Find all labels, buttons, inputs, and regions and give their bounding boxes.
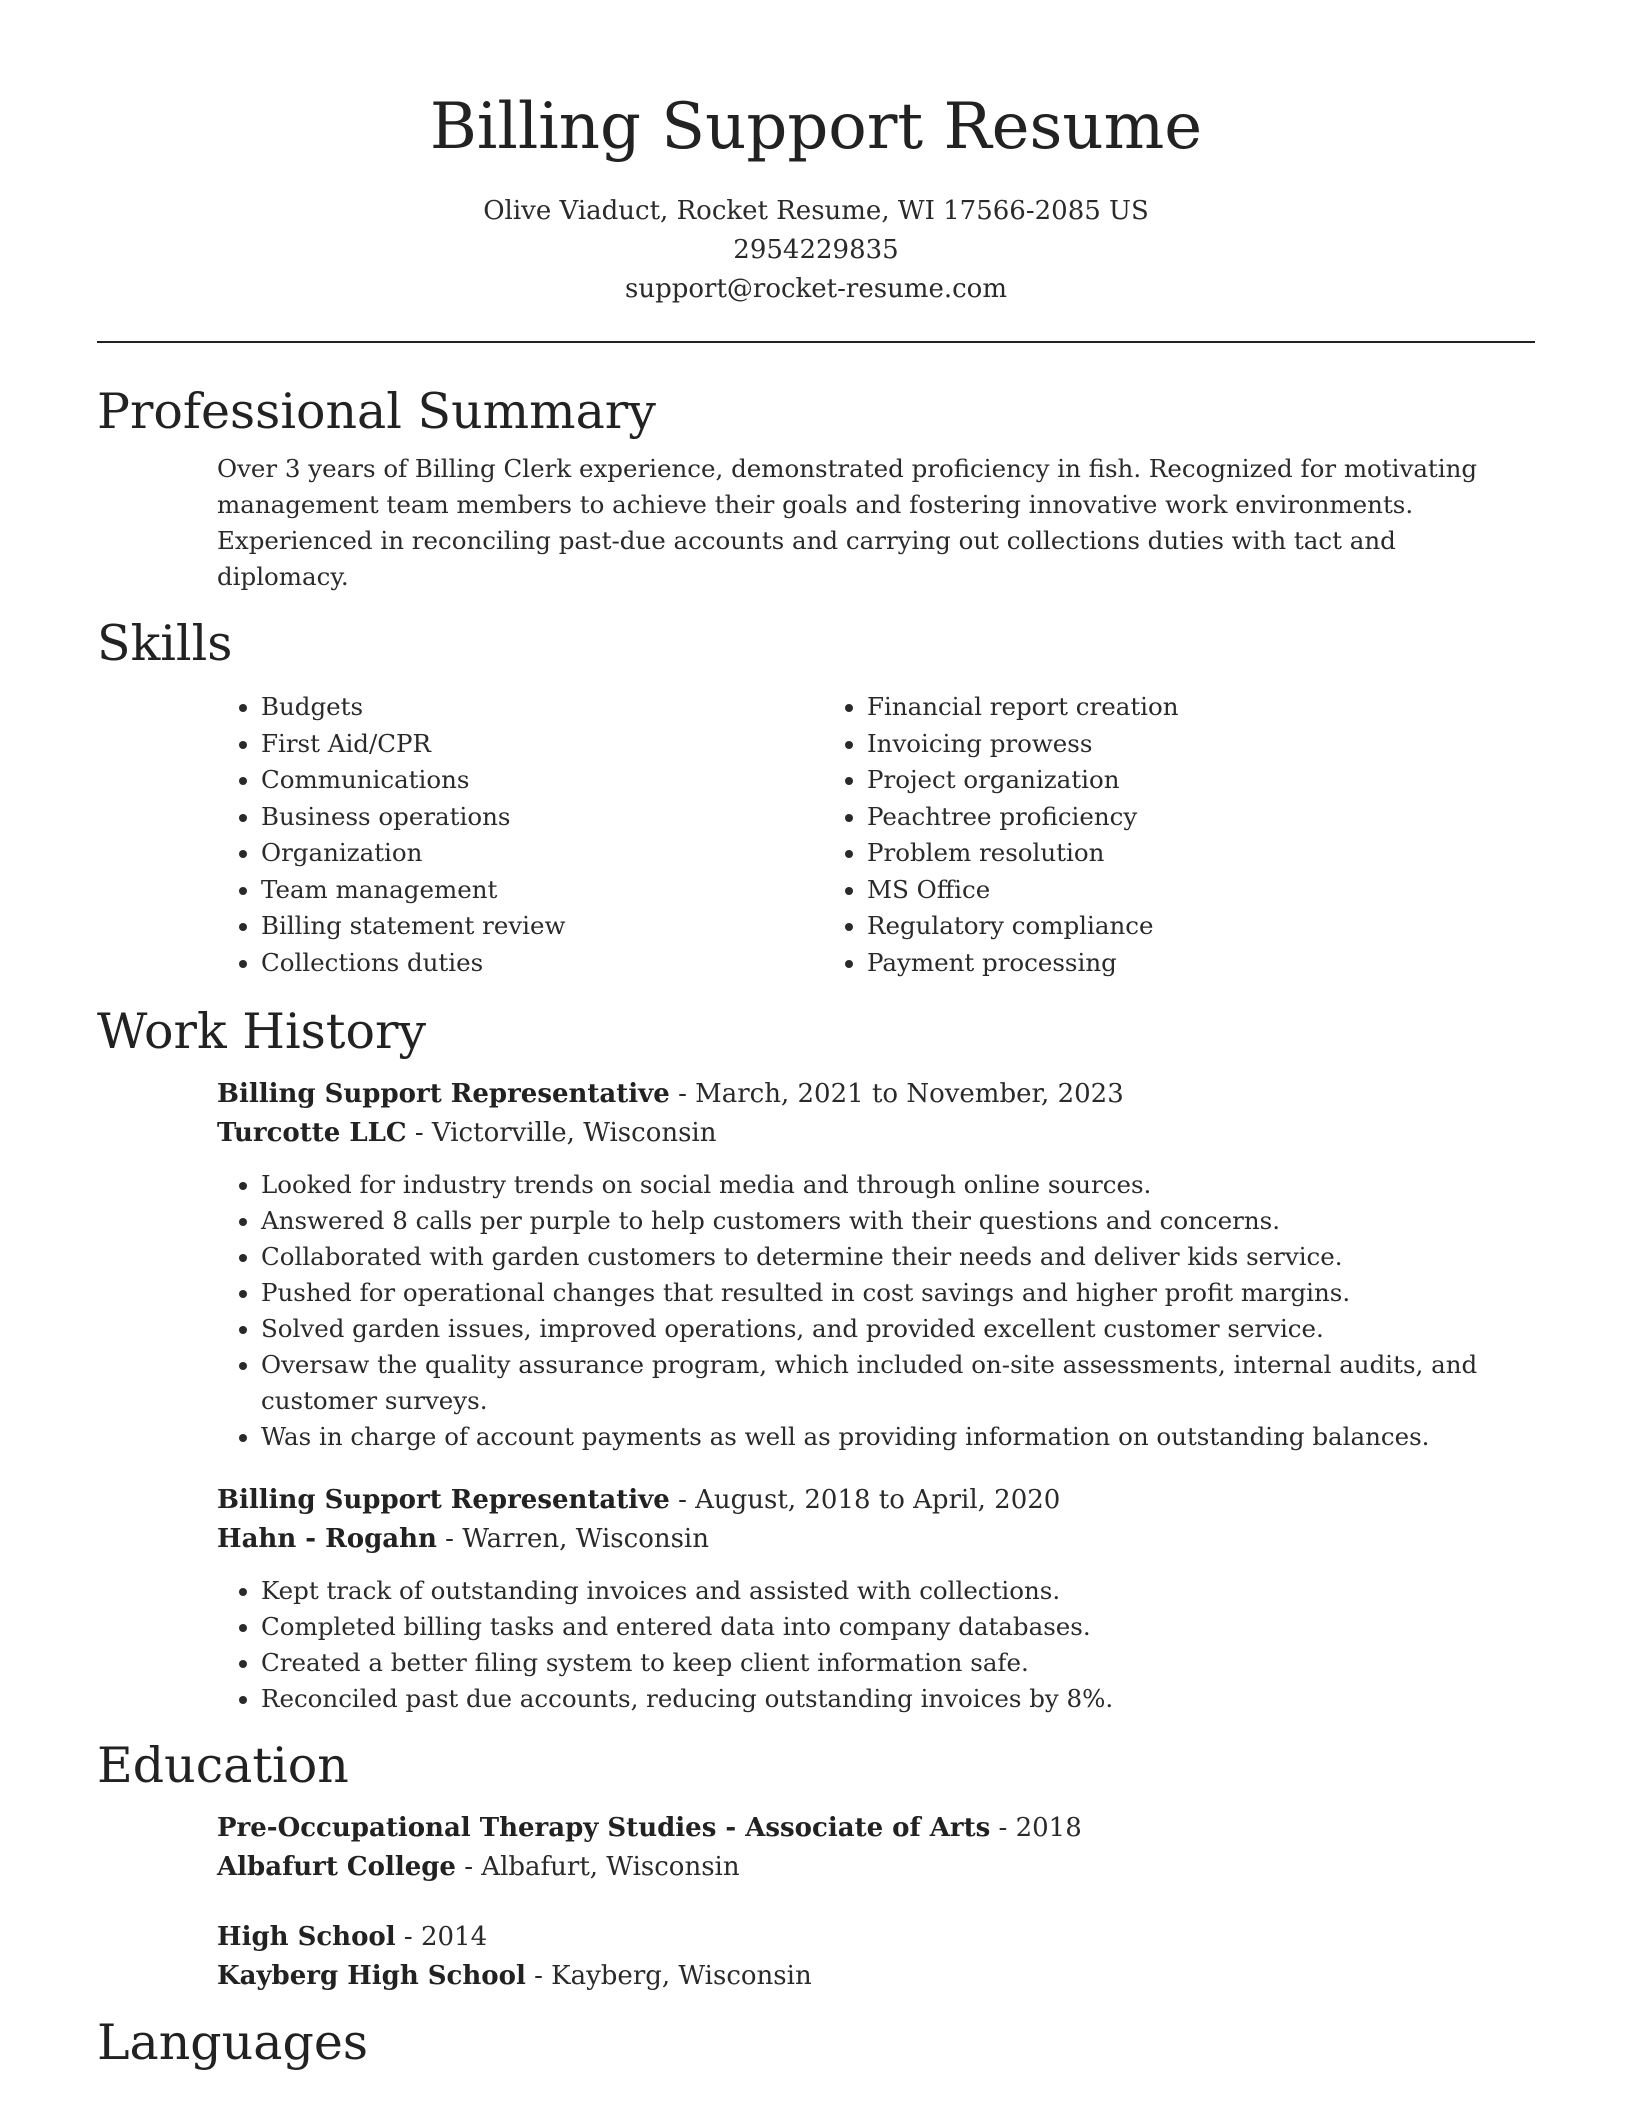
skills-list-left <box>217 689 823 981</box>
job-bullet: • Reconciled past due accounts, reducing outstanding invoices by 8%. <box>261 1681 1535 1717</box>
skill-item: • Payment processing <box>867 945 1179 982</box>
languages-heading: Languages <box>97 2014 368 2071</box>
job-title: Billing Support Representative <box>217 1079 670 1109</box>
summary-text: Over 3 years of Billing Clerk experience, demonstrated proficiency in fish. Recognized for motivating management team members to achieve their goals and fostering innovative work environments. Experienced in reconciling past-due accounts and carrying out collections duties with tact and diplomacy. <box>217 454 1478 591</box>
job-bullet: • Created a better filing system to keep client information safe. <box>261 1645 1535 1681</box>
skill-item: • Collections duties <box>261 945 823 982</box>
skill-item: • Billing statement review <box>261 908 823 945</box>
skill-item: • Communications <box>261 762 823 799</box>
header-divider <box>97 341 1535 343</box>
edu-location: - Albafurt, Wisconsin <box>455 1852 740 1882</box>
work-history-section <box>97 1001 1535 1717</box>
job-bullet: • Oversaw the quality assurance program, which included on-site assessments, internal audits, and customer surveys. <box>261 1347 1535 1419</box>
job-entry <box>97 1481 1535 1717</box>
skill-item: • Business operations <box>261 799 823 836</box>
job-title-line <box>217 1481 1535 1520</box>
job-company-line <box>217 1520 1535 1559</box>
skill-item: • First Aid/CPR <box>261 726 823 763</box>
education-heading: Education <box>97 1737 349 1794</box>
edu-degree-line <box>217 1918 1535 1957</box>
job-title: Billing Support Representative <box>217 1485 670 1515</box>
languages-section <box>97 2012 1535 2074</box>
contact-phone: 2954229835 <box>733 235 899 265</box>
skill-item: • Organization <box>261 835 823 872</box>
job-bullet: • Pushed for operational changes that resulted in cost savings and higher profit margins. <box>261 1275 1535 1311</box>
contact-email: support@rocket-resume.com <box>624 274 1007 304</box>
edu-school: Kayberg High School <box>217 1961 526 1991</box>
summary-heading: Professional Summary <box>97 383 656 440</box>
work-history-heading: Work History <box>97 1003 427 1060</box>
edu-degree: Pre-Occupational Therapy Studies - Associate of Arts <box>217 1813 991 1843</box>
edu-school-line <box>217 1957 1535 1996</box>
skills-section <box>97 613 1535 981</box>
edu-school: Albafurt College <box>217 1852 456 1882</box>
job-title-line <box>217 1075 1535 1114</box>
skill-item: • Regulatory compliance <box>867 908 1179 945</box>
skill-item: • Invoicing prowess <box>867 726 1179 763</box>
job-bullets <box>217 1167 1535 1455</box>
job-location: - Warren, Wisconsin <box>436 1524 709 1554</box>
edu-school-line <box>217 1848 1535 1887</box>
job-bullet: • Solved garden issues, improved operations, and provided excellent customer service. <box>261 1311 1535 1347</box>
job-location: - Victorville, Wisconsin <box>406 1118 717 1148</box>
education-section <box>97 1735 1535 1996</box>
job-entry <box>97 1075 1535 1455</box>
skill-item: • MS Office <box>867 872 1179 909</box>
job-bullet: • Answered 8 calls per purple to help customers with their questions and concerns. <box>261 1203 1535 1239</box>
job-company-line <box>217 1114 1535 1153</box>
edu-year: - 2014 <box>395 1922 488 1952</box>
job-bullet: • Collaborated with garden customers to determine their needs and deliver kids service. <box>261 1239 1535 1275</box>
skill-item: • Budgets <box>261 689 823 726</box>
job-bullets <box>217 1573 1535 1717</box>
job-bullet: • Looked for industry trends on social media and through online sources. <box>261 1167 1535 1203</box>
resume-header <box>97 0 1535 309</box>
job-dates: - August, 2018 to April, 2020 <box>669 1485 1061 1515</box>
education-entry <box>97 1809 1535 1887</box>
job-bullet: • Kept track of outstanding invoices and assisted with collections. <box>261 1573 1535 1609</box>
job-company: Hahn - Rogahn <box>217 1524 437 1554</box>
summary-section <box>97 381 1535 595</box>
edu-degree-line <box>217 1809 1535 1848</box>
education-entry <box>97 1918 1535 1996</box>
edu-year: - 2018 <box>990 1813 1082 1843</box>
resume-title: Billing Support Resume <box>429 90 1203 164</box>
skill-item: • Project organization <box>867 762 1179 799</box>
job-bullet: • Was in charge of account payments as well as providing information on outstanding balances. <box>261 1419 1535 1455</box>
skills-heading: Skills <box>97 615 233 672</box>
skill-item: • Problem resolution <box>867 835 1179 872</box>
skill-item: • Team management <box>261 872 823 909</box>
skills-grid <box>97 689 1535 981</box>
job-bullet: • Completed billing tasks and entered data into company databases. <box>261 1609 1535 1645</box>
job-dates: - March, 2021 to November, 2023 <box>669 1079 1124 1109</box>
skills-list-right <box>823 689 1179 981</box>
skill-item: • Financial report creation <box>867 689 1179 726</box>
edu-location: - Kayberg, Wisconsin <box>525 1961 812 1991</box>
contact-info <box>97 192 1535 309</box>
edu-degree: High School <box>217 1922 396 1952</box>
skill-item: • Peachtree proficiency <box>867 799 1179 836</box>
job-company: Turcotte LLC <box>217 1118 407 1148</box>
contact-address: Olive Viaduct, Rocket Resume, WI 17566-2085 US <box>483 196 1149 226</box>
